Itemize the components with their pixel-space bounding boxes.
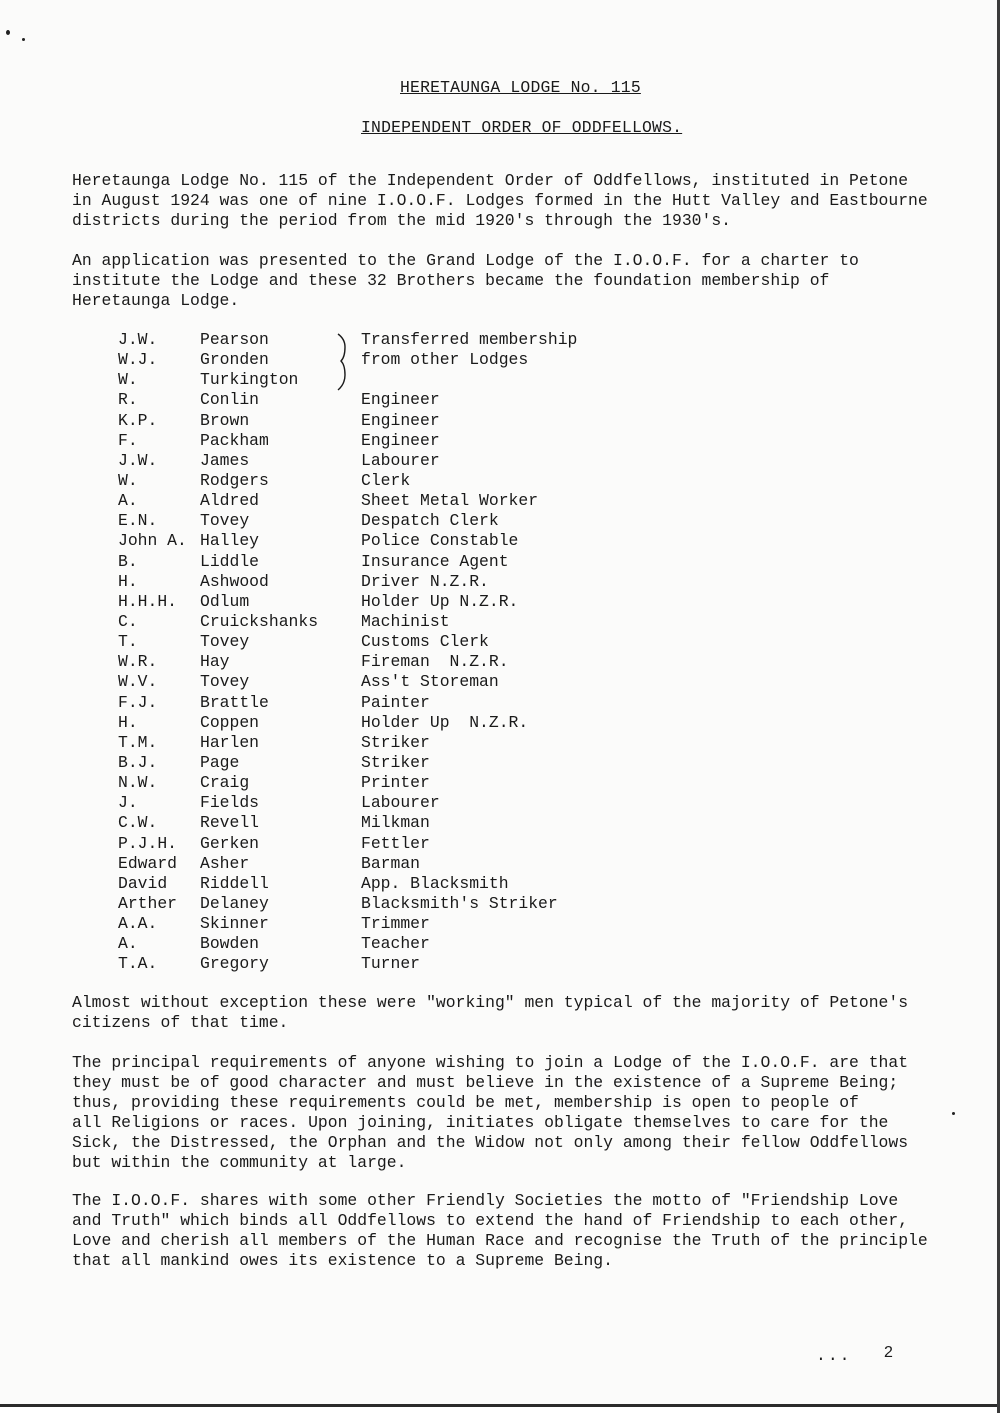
- member-surname: Revell: [200, 813, 260, 833]
- member-occupation: Despatch Clerk: [361, 511, 499, 531]
- member-initials: C.W.: [118, 813, 158, 833]
- member-occupation: Printer: [361, 773, 430, 793]
- member-occupation: Teacher: [361, 934, 430, 954]
- member-occupation: Transferred membership: [361, 330, 578, 349]
- member-initials: J.W.: [118, 330, 158, 349]
- member-occupation: Machinist: [361, 611, 450, 631]
- member-occupation: Barman: [361, 853, 421, 873]
- member-initials: J.W.: [118, 450, 158, 470]
- member-surname: Tovey: [200, 672, 250, 692]
- member-row: [118, 572, 718, 592]
- charter-paragraph: An application was presented to the Grand Lodge of the I.O.O.F. for a charter to institute the Lodge and these 32 Brothers became the foundation membership of Heretaunga Lodge.: [72, 251, 859, 310]
- member-initials: T.A.: [118, 954, 158, 974]
- member-row: [118, 471, 718, 491]
- member-initials: W.J.: [118, 350, 158, 370]
- member-row: [118, 813, 718, 833]
- member-occupation: Striker: [361, 752, 430, 772]
- member-initials: A.: [118, 491, 138, 511]
- member-surname: Coppen: [200, 712, 260, 732]
- member-occupation: Milkman: [361, 813, 430, 833]
- member-occupation: Holder Up N.Z.R.: [361, 591, 519, 611]
- member-row: [118, 753, 718, 773]
- member-initials: Arther: [118, 893, 178, 913]
- member-surname: Riddell: [200, 873, 269, 893]
- member-occupation: Trimmer: [361, 914, 430, 934]
- intro-paragraph: Heretaunga Lodge No. 115 of the Independent Order of Oddfellows, instituted in Petone in August 1924 was one of nine I.O.O.F. Lodges formed in the Hutt Valley and Eastbourne districts during the period from the mid 1920's through the 1930's.: [72, 171, 928, 230]
- member-surname: Rodgers: [200, 470, 269, 490]
- member-occupation: Striker: [361, 732, 430, 752]
- member-surname: Gerken: [200, 833, 260, 853]
- member-surname: Delaney: [200, 893, 269, 913]
- member-occupation: Labourer: [361, 793, 440, 813]
- member-occupation: App. Blacksmith: [361, 873, 509, 893]
- member-surname: Cruickshanks: [200, 611, 319, 631]
- member-row: [118, 330, 718, 350]
- continuation-marker: ...: [816, 1346, 852, 1365]
- member-surname: Aldred: [200, 491, 260, 511]
- member-occupation: Holder Up N.Z.R.: [361, 712, 529, 732]
- member-surname: Brown: [200, 410, 250, 430]
- document-subtitle: INDEPENDENT ORDER OF ODDFELLOWS.: [361, 118, 683, 137]
- member-row: [118, 431, 718, 451]
- member-surname: Brattle: [200, 692, 269, 712]
- member-initials: C.: [118, 611, 138, 631]
- member-initials: W.R.: [118, 652, 158, 672]
- member-occupation: Ass't Storeman: [361, 672, 499, 692]
- member-occupation: Clerk: [361, 470, 411, 490]
- member-initials: H.: [118, 712, 138, 732]
- member-row: [118, 773, 718, 793]
- member-occupation: Sheet Metal Worker: [361, 491, 539, 511]
- member-initials: J.: [118, 793, 138, 813]
- member-occupation: Fettler: [361, 833, 430, 853]
- member-row: [118, 834, 718, 854]
- member-initials: T.: [118, 632, 138, 652]
- requirements-paragraph: The principal requirements of anyone wishing to join a Lodge of the I.O.O.F. are that they must be of good character and must believe in the existence of a Supreme Being; thus, providing these requirements could be met, membership is open to people of all Religions or races. Upon joining, initiates obligate themselves to care for the Sick, the Distressed, the Orphan and the Widow not only among their fellow Oddfellows but within the community at large.: [72, 1053, 909, 1172]
- page-number: 2: [884, 1344, 893, 1361]
- member-surname: Page: [200, 752, 240, 772]
- member-occupation: Labourer: [361, 450, 440, 470]
- working-men-paragraph: Almost without exception these were "working" men typical of the majority of Petone's citizens of that time.: [72, 993, 909, 1032]
- member-initials: K.P.: [118, 410, 158, 430]
- member-occupation: Engineer: [361, 430, 440, 450]
- member-initials: W.: [118, 470, 138, 490]
- member-surname: Gregory: [200, 954, 269, 974]
- member-occupation: Insurance Agent: [361, 551, 509, 571]
- member-row: [118, 531, 718, 551]
- member-surname: Hay: [200, 652, 230, 672]
- member-row: [118, 693, 718, 713]
- member-row: [118, 370, 718, 390]
- member-row: [118, 672, 718, 692]
- member-surname: Turkington: [200, 370, 299, 390]
- member-row: [118, 874, 718, 894]
- member-row: [118, 350, 718, 370]
- member-surname: James: [200, 450, 250, 470]
- member-occupation: Police Constable: [361, 531, 519, 551]
- member-surname: Packham: [200, 430, 269, 450]
- scan-speck: [952, 1112, 955, 1115]
- member-initials: H.H.H.: [118, 591, 178, 611]
- member-row: [118, 612, 718, 632]
- member-initials: N.W.: [118, 773, 158, 793]
- member-surname: Odlum: [200, 591, 250, 611]
- member-initials: P.J.H.: [118, 833, 178, 853]
- member-row: [118, 914, 718, 934]
- member-initials: E.N.: [118, 511, 158, 531]
- member-surname: Gronden: [200, 350, 269, 370]
- member-row: [118, 411, 718, 431]
- member-row: [118, 934, 718, 954]
- member-occupation: Driver N.Z.R.: [361, 571, 489, 591]
- member-occupation: Engineer: [361, 390, 440, 410]
- member-initials: David: [118, 873, 168, 893]
- member-row: [118, 451, 718, 471]
- member-initials: A.: [118, 934, 138, 954]
- scan-speck: [22, 38, 25, 41]
- member-row: [118, 652, 718, 672]
- member-row: [118, 552, 718, 572]
- member-surname: Fields: [200, 793, 260, 813]
- member-surname: Pearson: [200, 330, 269, 349]
- member-initials: Edward: [118, 853, 178, 873]
- member-surname: Bowden: [200, 934, 260, 954]
- member-occupation: Blacksmith's Striker: [361, 893, 558, 913]
- scan-speck: [6, 30, 10, 35]
- member-row: [118, 713, 718, 733]
- member-surname: Tovey: [200, 632, 250, 652]
- member-occupation: Fireman N.Z.R.: [361, 652, 509, 672]
- member-surname: Craig: [200, 773, 250, 793]
- member-surname: Liddle: [200, 551, 260, 571]
- member-row: [118, 954, 718, 974]
- scan-edge: [0, 1404, 1000, 1416]
- member-initials: W.V.: [118, 672, 158, 692]
- member-initials: T.M.: [118, 732, 158, 752]
- member-initials: A.A.: [118, 914, 158, 934]
- member-initials: B.: [118, 551, 138, 571]
- member-occupation: Customs Clerk: [361, 632, 489, 652]
- member-initials: F.J.: [118, 692, 158, 712]
- member-surname: Tovey: [200, 511, 250, 531]
- member-occupation: Engineer: [361, 410, 440, 430]
- member-row: [118, 854, 718, 874]
- member-occupation: from other Lodges: [361, 350, 529, 370]
- member-surname: Ashwood: [200, 571, 269, 591]
- member-surname: Asher: [200, 853, 250, 873]
- member-row: [118, 793, 718, 813]
- member-row: [118, 491, 718, 511]
- member-occupation: Painter: [361, 692, 430, 712]
- member-initials: F.: [118, 430, 138, 450]
- member-surname: Halley: [200, 531, 260, 551]
- member-initials: H.: [118, 571, 138, 591]
- motto-paragraph: The I.O.O.F. shares with some other Friendly Societies the motto of "Friendship Love and Truth" which binds all Oddfellows to extend the hand of Friendship to each other, Love and cherish all members of the Human Race and recognise the Truth of the principle that all mankind owes its existence to a Supreme Being.: [72, 1191, 928, 1270]
- member-initials: W.: [118, 370, 138, 390]
- member-initials: B.J.: [118, 752, 158, 772]
- member-surname: Harlen: [200, 732, 260, 752]
- member-surname: Skinner: [200, 914, 269, 934]
- member-roster: [118, 330, 718, 975]
- member-occupation: Turner: [361, 954, 421, 974]
- member-row: [118, 632, 718, 652]
- member-surname: Conlin: [200, 390, 260, 410]
- member-row: [118, 390, 718, 410]
- member-initials: R.: [118, 390, 138, 410]
- member-row: [118, 733, 718, 753]
- member-initials: John A.: [118, 531, 187, 551]
- member-row: [118, 894, 718, 914]
- document-title: HERETAUNGA LODGE No. 115: [400, 78, 641, 97]
- member-row: [118, 511, 718, 531]
- member-row: [118, 592, 718, 612]
